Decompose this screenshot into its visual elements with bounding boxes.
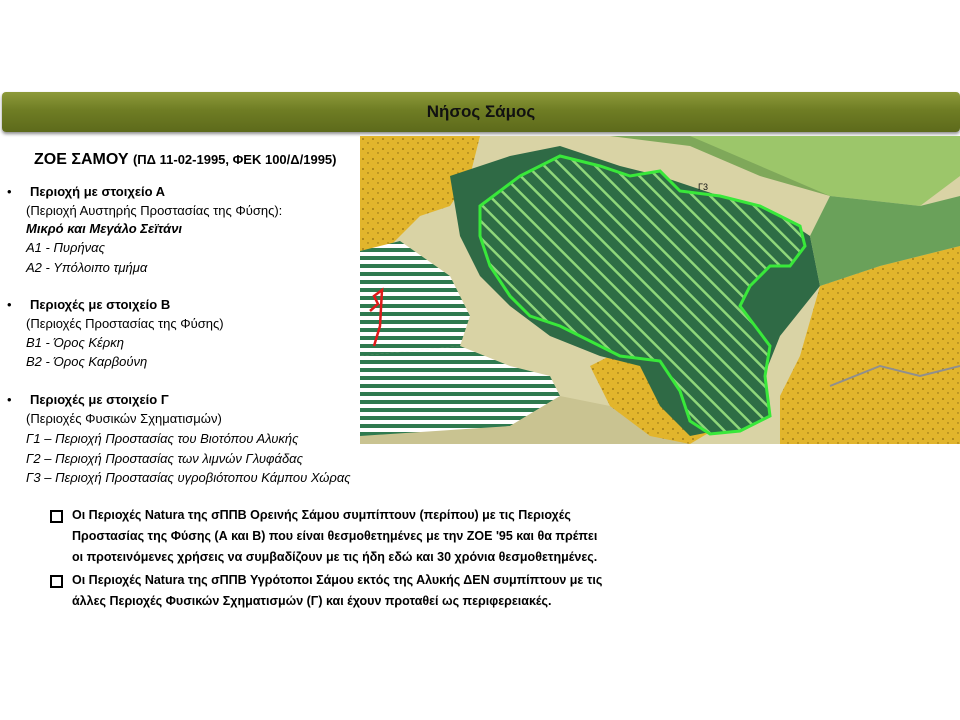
note-2-line-1: Οι Περιοχές Natura της σΠΠΒ Υγρότοποι Σάμου εκτός της Αλυκής ΔΕΝ συμπίπτουν με τις xyxy=(72,573,603,587)
bullet-b: • xyxy=(7,297,12,312)
note-1-line-3: οι προτεινόμενες χρήσεις να συμβαδίζουν με τις ήδη εδώ και 30 χρόνια θεσμοθετημένες. xyxy=(72,550,598,564)
section-b-item-2: Β2 - Όρος Καρβούνη xyxy=(26,354,148,369)
heading-sub: (ΠΔ 11-02-1995, ΦΕΚ 100/Δ/1995) xyxy=(132,152,337,167)
note-1-checkbox xyxy=(50,510,63,523)
section-a-item-1: Α1 - Πυρήνας xyxy=(26,240,105,255)
section-a-item-2: Α2 - Υπόλοιπο τμήμα xyxy=(26,260,148,275)
section-g-item-2: Γ2 – Περιοχή Προστασίας των λιμνών Γλυφάδας xyxy=(26,451,303,466)
section-g-title: Περιοχές με στοιχείο Γ xyxy=(30,392,169,407)
note-1-line-2: Προστασίας της Φύσης (Α και Β) που είναι θεσμοθετημένες με την ΖΟΕ '95 και θα πρέπει xyxy=(72,529,598,543)
page-title: Νήσος Σάμος xyxy=(426,102,536,121)
zoning-map xyxy=(360,136,960,444)
note-2-checkbox xyxy=(50,575,63,588)
section-a-highlight: Μικρό και Μεγάλο Σεϊτάνι xyxy=(26,221,183,236)
note-1 xyxy=(72,505,712,568)
bullet-g: • xyxy=(7,392,12,407)
note-2 xyxy=(72,570,712,612)
heading-main: ΖΟΕ ΣΑΜΟΥ xyxy=(34,151,129,168)
section-a-title: Περιοχή με στοιχείο Α xyxy=(30,184,166,199)
note-1-line-1: Οι Περιοχές Natura της σΠΠΒ Ορεινής Σάμου συμπίπτουν (περίπου) με τις Περιοχές xyxy=(72,508,571,522)
map-label-g3: Γ3 xyxy=(698,182,708,192)
bullet-a: • xyxy=(7,184,12,199)
title-bar xyxy=(2,92,960,132)
section-b-item-1: Β1 - Όρος Κέρκη xyxy=(26,335,124,350)
heading xyxy=(34,151,336,169)
note-2-line-2: άλλες Περιοχές Φυσικών Σχηματισμών (Γ) και έχουν προταθεί ως περιφερειακές. xyxy=(72,594,552,608)
section-a-desc: (Περιοχή Αυστηρής Προστασίας της Φύσης): xyxy=(26,203,283,218)
section-g-desc: (Περιοχές Φυσικών Σχηματισμών) xyxy=(26,411,222,426)
map-image xyxy=(360,136,960,444)
section-g-item-3: Γ3 – Περιοχή Προστασίας υγροβιότοπου Κάμπου Χώρας xyxy=(26,470,351,485)
section-b-title: Περιοχές με στοιχείο Β xyxy=(30,297,171,312)
section-g-item-1: Γ1 – Περιοχή Προστασίας του Βιοτόπου Αλυκής xyxy=(26,431,299,446)
section-b-desc: (Περιοχές Προστασίας της Φύσης) xyxy=(26,316,224,331)
